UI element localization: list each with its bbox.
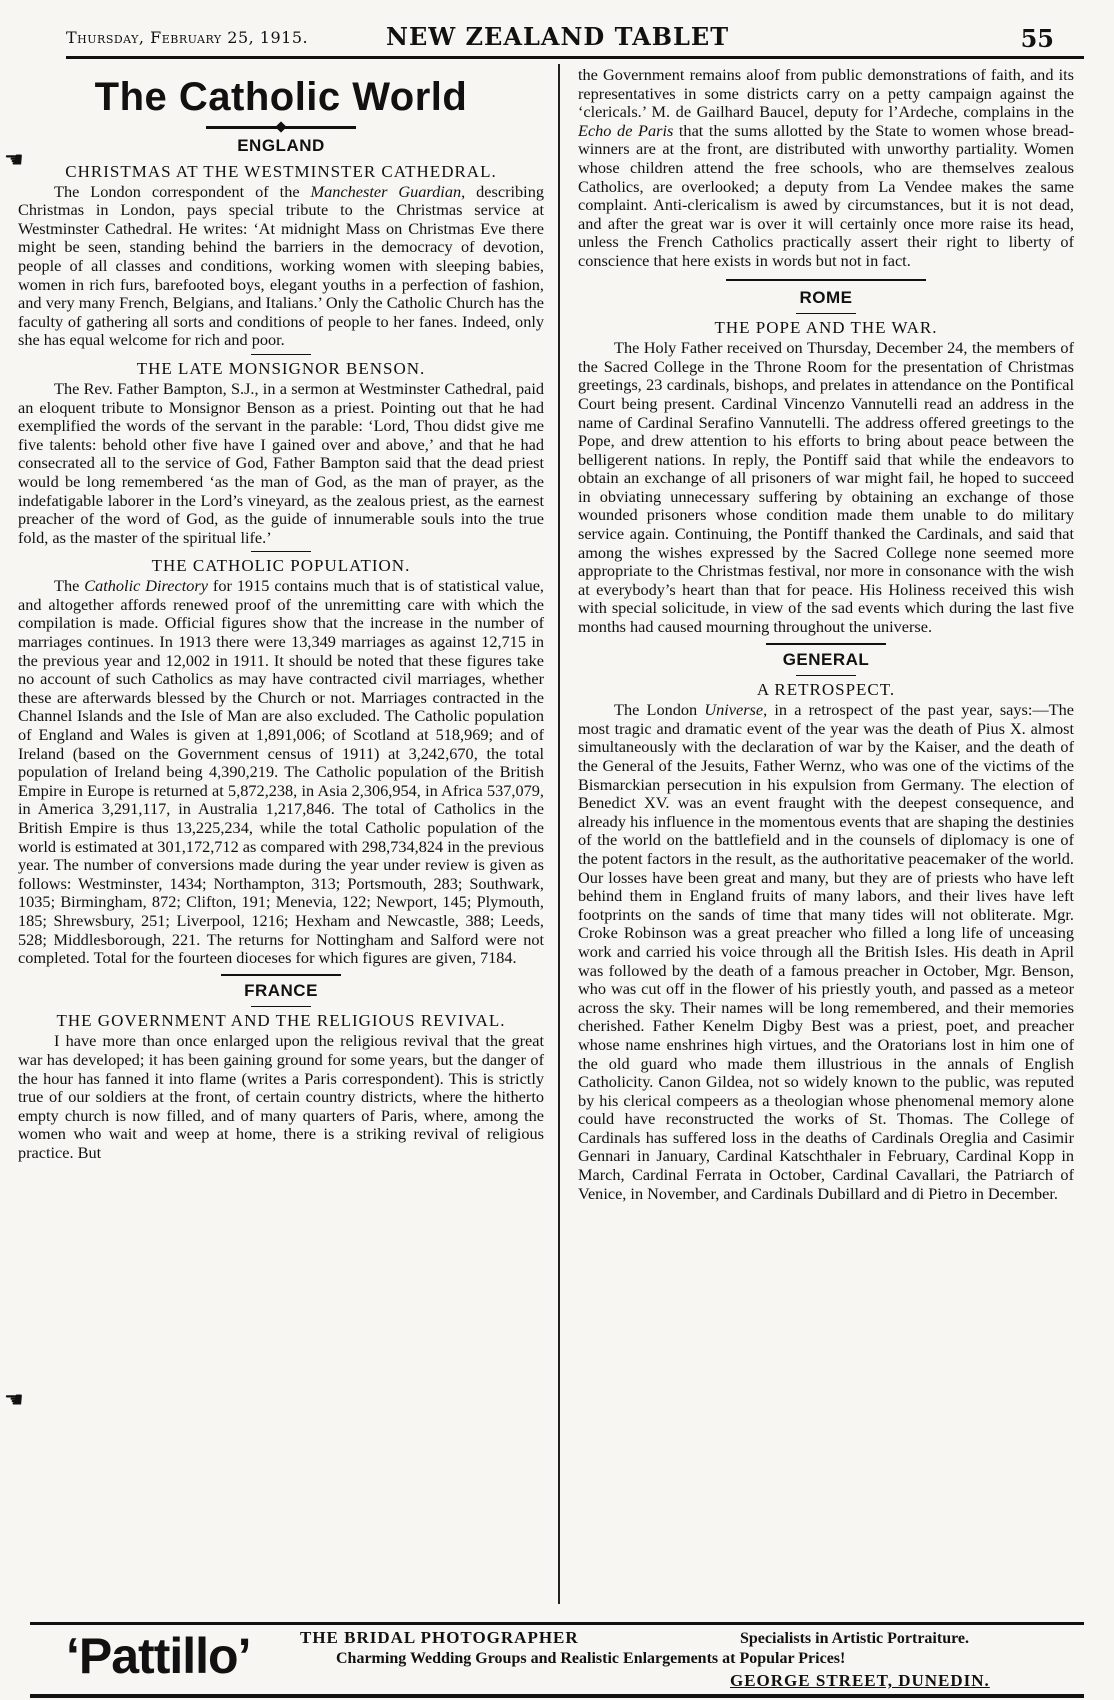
section-heading-france: FRANCE — [244, 980, 318, 1000]
article-title-france: THE GOVERNMENT AND THE RELIGIOUS REVIVAL. — [56, 1011, 506, 1031]
section-heading-rome: ROME — [799, 287, 853, 307]
header-title: NEW ZEALAND TABLET — [386, 22, 730, 51]
section-rule — [221, 974, 341, 976]
section-heading-england: ENGLAND — [237, 136, 325, 155]
article-body-france: I have more than once enlarged upon the religious revival that the great war has developed; it has been gaining ground for some years, but the danger of the hour has fanned it into flame (writes a Paris correspondent). This is strictly true of our soldiers at the front, of certain country districts, where the hitherto empty church is now filled, and of many quarters of Paris, where, among the women who wait and weep at home, there is a striking revival of religious practice. But — [18, 1031, 544, 1162]
article-body-france-cont: the Government remains aloof from public demonstrations of faith, and its representatives in some districts carry on a petty campaign against the ‘clericals.’ M. de Gailhard Baucel, deputy for l’Ardeche, complains in the Echo de Paris that the sums allotted by the State to women whose bread-winners are at the front, are distributed with unworthy partiality. Women whose children attend the free schools, who are themselves zealous Catholics, are overlooked; a deputy from La Vendee makes the same complaint. Anti-clericalism is awed by circumstances, but it is not dead, and after the great war is over it will certainly once more raise its head, unless the French Catholics practically assert their right to liberty of conscience that here exists in words but not in fact. — [578, 65, 1074, 270]
advert-logo: ‘Pattillo’ — [66, 1628, 251, 1684]
advert-headline: THE BRIDAL PHOTOGRAPHER — [300, 1628, 579, 1647]
pointing-hand-icon: ☚ — [4, 1388, 24, 1413]
section-heading-general: GENERAL — [782, 649, 870, 669]
advert-tagline: Charming Wedding Groups and Realistic Enlargements at Popular Prices! — [336, 1650, 846, 1667]
advert-address: GEORGE STREET, DUNEDIN. — [730, 1671, 990, 1690]
page-number: 55 — [1020, 24, 1054, 53]
section-rule — [766, 643, 886, 645]
page-header — [66, 22, 1084, 56]
article-title-general: A RETROSPECT. — [756, 680, 896, 700]
divider — [251, 1006, 311, 1007]
article-title-population: THE CATHOLIC POPULATION. — [151, 556, 411, 576]
divider — [251, 551, 311, 552]
left-column — [18, 70, 544, 1163]
article-title-benson: THE LATE MONSIGNOR BENSON. — [136, 358, 426, 378]
article-title-rome: THE POPE AND THE WAR. — [714, 318, 938, 338]
footer-rule — [30, 1622, 1084, 1625]
header-date: Thursday, February 25, 1915. — [66, 28, 309, 47]
article-body-population: The Catholic Directory for 1915 contains much that is of statistical value, and altogether affords renewed proof of the unremitting care with which the compilation is made. Official figures show that the increase in the number of marriages continues. In 1913 there were 13,349 marriages as against 12,715 in the previous year and 12,002 in 1911. It should be noted that these figures take no account of such Catholics as may have contracted civil marriages, whether these are afterwards blessed by the Church or not. Marriages contracted in the Channel Islands and the Isle of Man are also excluded. The Catholic population of England and Wales is given at 1,891,006; of Scotland at 518,969; and of Ireland (based on the Government census of 1911) at 3,242,670, the total population of Ireland being 4,390,219. The Catholic population of the British Empire in Europe is returned at 5,872,238, in Asia 2,306,954, in Africa 537,079, in America 3,291,117, in Australia 1,217,846. The total of Catholics in the British Empire is thus 13,225,234, while the total Catholic population of the world is estimated at 301,172,712 as compared with 298,734,824 in the previous year. The number of conversions made during the year under review is given as follows: Westminster, 1434; Northampton, 313; Portsmouth, 283; Southwark, 1035; Birmingham, 872; Clifton, 191; Menevia, 122; Newport, 145; Plymouth, 185; Shrewsbury, 251; Liverpool, 1216; Hexham and Newcastle, 388; Leeds, 528; Middlesborough, 221. The returns for Nottingham and Salford were not completed. Total for the fourteen dioceses for which figures are given, 7184. — [18, 576, 545, 968]
section-rule — [726, 279, 926, 281]
article-body-christmas: The London correspondent of the Manchester Guardian, describing Christmas in London, pays special tribute to the Christmas service at Westminster Cathedral. He writes: ‘At midnight Mass on Christmas Eve there might be seen, standing behind the barriers in the democracy of devotion, people of all classes and conditions, working women with sleeping babies, women in rich furs, barefooted boys, elegant youths in a perfection of fashion, and very many French, Belgians, and Italians.’ Only the Catholic Church has the faculty of gathering all sorts and conditions of people to her fanes. Indeed, only she has equal welcome for rich and poor. — [18, 181, 544, 350]
bottom-bar — [30, 1694, 1084, 1698]
article-body-rome: The Holy Father received on Thursday, December 24, the members of the Sacred College in the Throne Room for the presentation of Christmas greetings, 23 cardinals, bishops, and prelates in attendance on the Pontifical Court being present. Cardinal Vincenzo Vannutelli read an address in the name of Cardinal Serafino Vannutelli. The address offered greetings to the Pope, and drew attention to his efforts to bring about peace between the belligerent nations. In reply, the Pontiff said that while the endeavors to obtain an exchange of all prisoners of war might fail, he hoped to succeed in obviating unnecessary suffering by obtaining an exchange of those wounded prisoners whose condition made them unable to do military service again. Continuing, the Pontiff thanked the Cardinals, and said that among the wishes expressed by the Sacred College none seemed more appropriate to the Christmas festival, nor more in consonance with the wish at everybody’s heart than that for peace. His Holiness received this wish with special solicitude, in view of the sad events which during the last five months had caused mourning throughout the universe. — [578, 338, 1074, 637]
article-body-general: The London Universe, in a retrospect of the past year, says:—The most tragic and dramatic event of the year was the death of Pius X. almost simultaneously with the declaration of war by the Kaiser, and the death of the General of the Jesuits, Father Wernz, who was one of the victims of the Bismarckian persecution in his expulsion from Germany. The election of Benedict XV. was an event fraught with the deepest consequence, and already his influence in the momentous events that are shaping the destinies of the world on the battlefield and in the counsels of diplomacy is one of the potent factors in the result, as the authoritative peacemaker of the world. Our losses have been great and many, but they are of priests who have left behind them in England fruits of many labors, and their lives have left footprints on the sands of time that many tides will not obliterate. Mgr. Croke Robinson was a great preacher who filled a long life of unceasing work and carried his voice through all the British Isles. His death in April was followed by the death of a famous preacher in October, Mgr. Benson, who was cut off in the flower of his priestly youth, and passed as a meteor across the sky. Their names will be long remembered, and their memories cherished. Father Kenelm Digby Best was a priest, poet, and preacher whose name enshrines high virtues, and the Oratorians lost in him one of the old guard who made them illustrious in the annals of English Catholicity. Canon Gildea, not so widely known to the public, was reputed by his clerical compeers as a theologian whose phenomenal memory alone could have reconstructed the works of St. Thomas. The College of Cardinals has suffered loss in the deaths of Cardinals Oreglia and Casimir Gennari in January, Cardinal Katschthaler in February, Cardinal Kopp in March, Cardinal Ferrata in October, Cardinal Cavallari, the Patriarch of Venice, in November, and Cardinals Dubillard and di Pietro in December. — [578, 700, 1074, 1203]
article-title-christmas: CHRISTMAS AT THE WESTMINSTER CATHEDRAL. — [65, 161, 497, 181]
column-divider — [558, 64, 560, 1604]
right-column — [578, 66, 1074, 1203]
divider — [796, 313, 856, 314]
article-body-benson: The Rev. Father Bampton, S.J., in a sermon at Westminster Cathedral, paid an eloquent tribute to Monsignor Benson as a priest. Pointing out that he had exemplified the words of the servant in the parable: ‘Lord, Thou didst give me five talents: behold other five have I gained over and above,’ and that he had consecrated all to the service of God, Father Bampton said that the dead priest would be long remembered ‘as the man of God, as the man of prayer, as the indefatigable laborer in the Lord’s vineyard, as the zealous priest, as the earnest preacher of the word of God, as the guide of innumerable souls into the true fold, as the master of the spiritual life.’ — [18, 378, 544, 547]
divider — [251, 354, 311, 355]
divider — [796, 675, 856, 676]
header-rule — [66, 56, 1084, 59]
section-masthead: The Catholic World — [94, 75, 468, 119]
advert-specialists: Specialists in Artistic Portraiture. — [740, 1630, 969, 1647]
pointing-hand-icon: ☚ — [4, 148, 24, 173]
ornamental-rule — [206, 126, 356, 129]
